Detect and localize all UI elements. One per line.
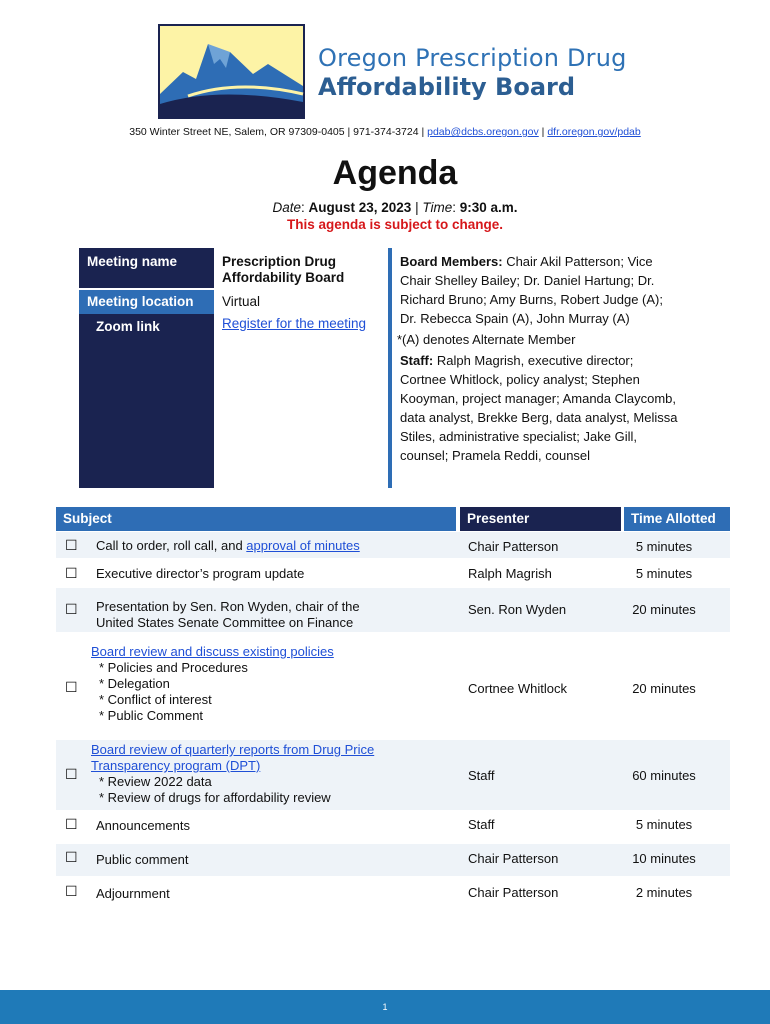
sub-item: * Public Comment [99,708,204,723]
time-cell: 5 minutes [635,817,693,832]
time-cell: 2 minutes [635,885,693,900]
checkbox-icon[interactable]: ☐ [65,816,78,832]
staff-list [400,351,680,465]
checkbox-icon[interactable]: ☐ [65,679,78,695]
website-link[interactable]: dfr.oregon.gov/pdab [547,126,641,138]
subject-line: United States Senate Committee on Finance [96,615,354,630]
table-row [56,740,730,810]
org-name-line1: Oregon Prescription Drug [318,44,627,72]
presenter-cell: Chair Patterson [468,851,559,866]
register-link[interactable]: Register for the meeting [222,316,367,331]
policies-review-link[interactable]: Board review and discuss existing policies [91,644,334,659]
board-members-label: Board Members: [400,254,503,269]
board-logo-mountain-icon [158,24,305,119]
time-cell: 60 minutes [632,768,696,783]
separator: | [538,126,548,138]
presenter-cell: Ralph Magrish [468,566,552,581]
date-label: Date [272,200,301,215]
checkbox-icon[interactable]: ☐ [65,537,78,553]
table-row [56,812,730,844]
org-name-line2: Affordability Board [318,73,576,101]
subject-text: Call to order, roll call, and [96,538,247,553]
time-cell: 20 minutes [632,602,696,617]
presenter-cell: Chair Patterson [468,539,559,554]
checkbox-icon[interactable]: ☐ [65,601,78,617]
time-cell: 5 minutes [635,539,693,554]
presenter-header: Presenter [460,507,621,531]
presenter-cell: Sen. Ron Wyden [468,602,567,617]
board-members [400,252,680,328]
org-name [318,44,627,102]
table-row [56,560,730,588]
quarterly-reports-link-line2[interactable]: Transparency program (DPT) [91,758,261,773]
zoom-link-label: Zoom link [96,319,160,334]
address-text: 350 Winter Street NE, Salem, OR 97309-0405 | 971-374-3724 | [129,126,428,138]
meeting-name-line2: Affordability Board [222,270,345,285]
time-label: Time [422,200,453,215]
board-roster [397,252,680,465]
page-title: Agenda [332,154,458,192]
subject-cell: Public comment [96,852,189,867]
table-row [56,532,730,558]
sub-item: * Review of drugs for affordability review [99,790,331,805]
approval-of-minutes-link[interactable]: approval of minutes [246,538,360,553]
staff-text: Ralph Magrish, executive director; Cortnee Whitlock, policy analyst; Stephen Kooyman, project manager; Amanda Claycomb, data analyst, Brekke Berg, data analyst, Melissa Stiles, administrative specialist; Jake Gill, counsel; Pramela Reddi, counsel [400,353,678,463]
subject-header: Subject [56,507,456,531]
time-header: Time Allotted [624,507,730,531]
alternate-note: *(A) denotes Alternate Member [397,332,576,347]
table-row [56,588,730,632]
time-cell: 5 minutes [635,566,693,581]
meeting-location-value: Virtual [222,294,261,309]
subject-cell [91,644,334,724]
subject-cell [96,538,360,554]
staff-label: Staff: [400,353,434,368]
presenter-cell: Chair Patterson [468,885,559,900]
sub-item: * Review 2022 data [99,774,212,789]
meeting-location-label: Meeting location [87,294,194,309]
presenter-cell: Staff [468,768,495,783]
meeting-name-line1: Prescription Drug [222,254,337,269]
subject-line: Presentation by Sen. Ron Wyden, chair of the [96,599,360,614]
sub-item: * Policies and Procedures [99,660,248,675]
quarterly-reports-link[interactable]: Board review of quarterly reports from Drug Price [91,742,375,757]
checkbox-icon[interactable]: ☐ [65,883,78,899]
table-row [56,844,730,876]
checkbox-icon[interactable]: ☐ [65,565,78,581]
board-members-text: Chair Akil Patterson; Vice Chair Shelley Bailey; Dr. Daniel Hartung; Dr. Richard Bruno; Amy Burns, Robert Judge (A); Dr. Rebecca Spain (A), John Murray (A) [400,254,664,326]
checkbox-icon[interactable]: ☐ [65,849,78,865]
contact-line [0,126,770,138]
sub-item: * Conflict of interest [99,692,212,707]
table-row [56,640,730,736]
subject-cell [96,599,360,631]
checkbox-icon[interactable]: ☐ [65,766,78,782]
dateline: Date: August 23, 2023 | Time: 9:30 a.m. [272,200,518,215]
meeting-name-label: Meeting name [87,254,178,269]
change-notice: This agenda is subject to change. [286,217,504,232]
presenter-cell: Staff [468,817,495,832]
subject-cell: Executive director’s program update [96,566,305,581]
date-value: August 23, 2023 [308,200,412,215]
presenter-cell: Cortnee Whitlock [468,681,567,696]
email-link[interactable]: pdab@dcbs.oregon.gov [427,126,539,138]
subject-cell [91,742,374,806]
meeting-info-label-column [79,248,214,488]
page-number: 1 [382,1002,388,1012]
time-value: 9:30 a.m. [459,200,518,215]
board-section-bar [388,248,392,488]
subject-cell: Adjournment [96,886,170,901]
meeting-name-value [222,254,344,286]
subject-cell: Announcements [96,818,190,833]
sub-item: * Delegation [99,676,170,691]
time-cell: 20 minutes [632,681,696,696]
time-cell: 10 minutes [632,851,696,866]
table-row [56,878,730,910]
